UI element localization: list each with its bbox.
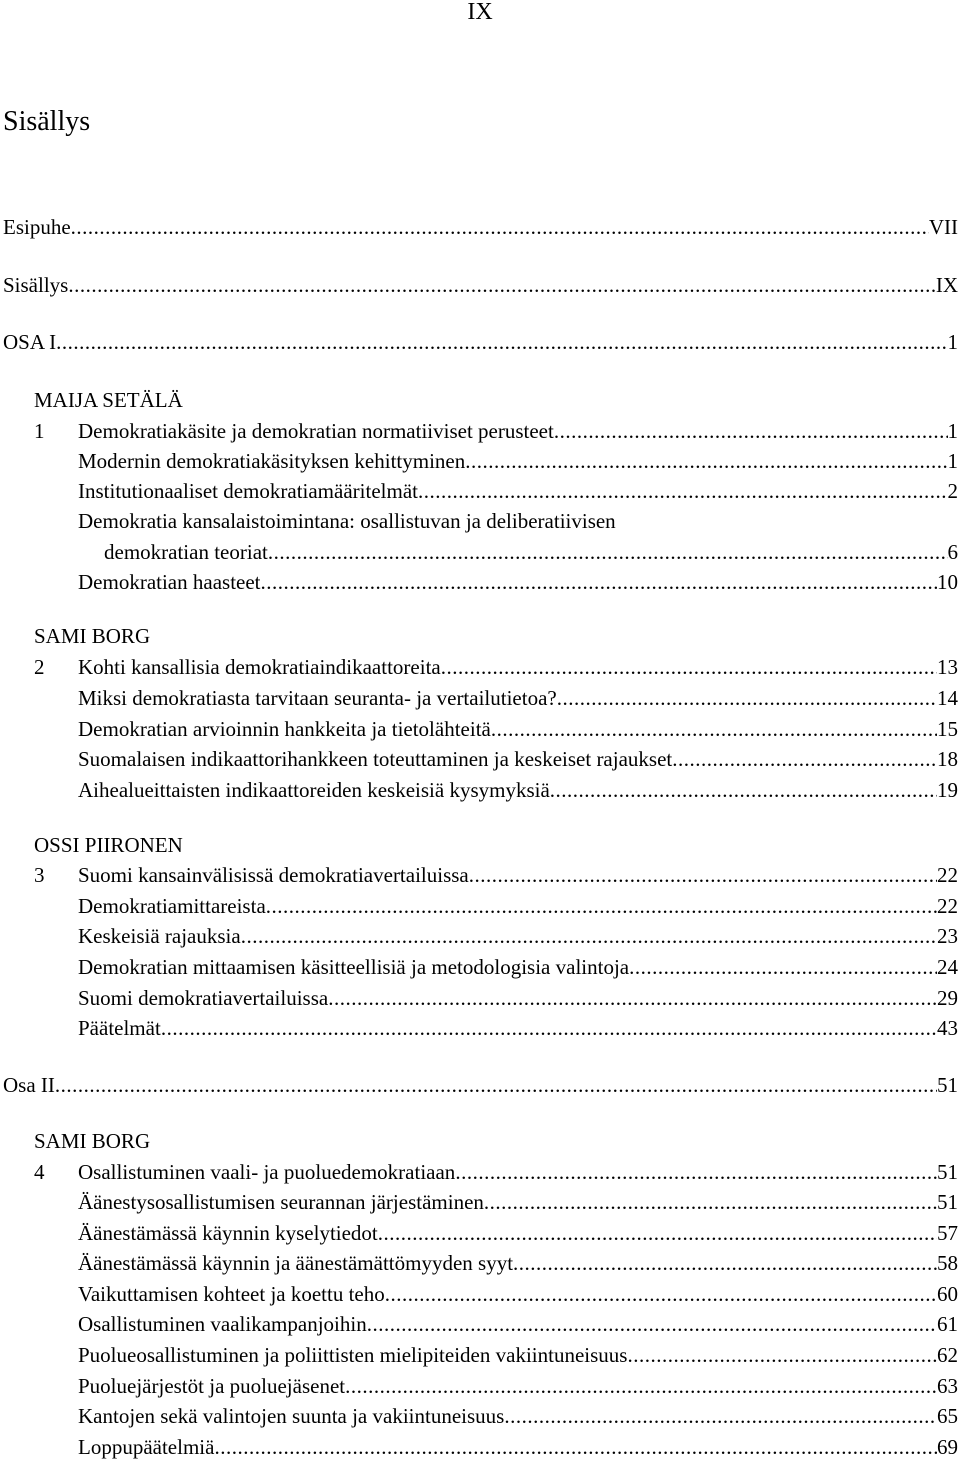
toc-entry-title: Demokratiamittareista [78, 894, 266, 918]
toc-entry-chapter-1[interactable] [78, 418, 958, 444]
toc-entry-wrapped-title: Demokratia kansalaistoimintana: osallistuvan ja deliberatiivisen [78, 509, 616, 533]
toc-entry-section[interactable] [78, 893, 958, 919]
leader-dots [672, 746, 937, 772]
toc-entry-section[interactable] [78, 1403, 958, 1429]
toc-entry-title: Puolueosallistuminen ja poliittisten mielipiteiden vakiintuneisuus [78, 1343, 628, 1367]
toc-entry-section[interactable] [78, 1342, 958, 1368]
leader-dots [513, 1250, 937, 1276]
toc-entry-page: 15 [937, 717, 958, 741]
toc-entry-section[interactable] [78, 954, 958, 980]
toc-entry-title: Osa II [3, 1073, 55, 1097]
toc-entry-sisallys[interactable] [3, 272, 958, 298]
leader-dots [554, 418, 948, 444]
toc-entry-page: 51 [937, 1190, 958, 1214]
toc-entry-title: Suomi demokratiavertailuissa [78, 986, 329, 1010]
toc-entry-section[interactable] [78, 716, 958, 742]
toc-entry-page: 24 [937, 955, 958, 979]
toc-entry-title: Osallistuminen vaali- ja puoluedemokratiaan [78, 1160, 456, 1184]
toc-entry-chapter-3[interactable] [78, 862, 958, 888]
toc-entry-title: Kohti kansallisia demokratiaindikaattoreita [78, 655, 441, 679]
leader-dots [441, 654, 937, 680]
toc-entry-osa-i[interactable] [3, 329, 958, 355]
leader-dots [71, 214, 929, 240]
chapter-author: SAMI BORG [34, 624, 151, 648]
leader-dots [469, 862, 937, 888]
toc-entry-title: Suomalaisen indikaattorihankkeen toteuttaminen ja keskeiset rajaukset [78, 747, 673, 771]
toc-entry-page: 10 [937, 570, 958, 594]
toc-entry-section[interactable] [78, 777, 958, 803]
leader-dots [161, 1015, 937, 1041]
toc-entry-section[interactable] [78, 1373, 958, 1399]
toc-entry-title: Aihealueittaisten indikaattoreiden keskeisiä kysymyksiä [78, 778, 550, 802]
leader-dots [241, 923, 937, 949]
toc-entry-page: 1 [947, 449, 958, 473]
toc-entry-section[interactable] [78, 448, 958, 474]
toc-entry-section[interactable] [78, 985, 958, 1011]
toc-entry-chapter-4[interactable] [78, 1159, 958, 1185]
leader-dots [214, 1434, 937, 1460]
chapter-author: SAMI BORG [34, 1129, 151, 1153]
leader-dots [504, 1403, 937, 1429]
toc-entry-page: 61 [937, 1312, 958, 1336]
toc-entry-page: 58 [937, 1251, 958, 1275]
toc-entry-section[interactable] [78, 685, 958, 711]
toc-entry-page: 51 [937, 1160, 958, 1184]
leader-dots [261, 569, 938, 595]
toc-entry-title: Demokratian arvioinnin hankkeita ja tietolähteitä [78, 717, 491, 741]
toc-entry-esipuhe[interactable] [3, 214, 958, 240]
toc-entry-page: 51 [937, 1073, 958, 1097]
toc-entry-osa-ii[interactable] [3, 1072, 958, 1098]
leader-dots [328, 985, 937, 1011]
toc-entry-section[interactable] [78, 1281, 958, 1307]
toc-entry-chapter-2[interactable] [78, 654, 958, 680]
toc-entry-title: Loppupäätelmiä [78, 1435, 215, 1459]
chapter-author: OSSI PIIRONEN [34, 833, 183, 857]
toc-entry-title: Demokratian haasteet [78, 570, 261, 594]
toc-entry-section[interactable] [78, 1434, 958, 1460]
toc-entry-page: 43 [937, 1016, 958, 1040]
toc-entry-section[interactable] [78, 1311, 958, 1337]
toc-entry-title: Demokratiakäsite ja demokratian normatiiviset perusteet [78, 419, 554, 443]
toc-entry-page: 22 [937, 894, 958, 918]
toc-entry-section[interactable] [78, 1189, 958, 1215]
toc-entry-title: Vaikuttamisen kohteet ja koettu teho [78, 1282, 385, 1306]
toc-entry-section[interactable] [78, 746, 958, 772]
toc-entry-title: Demokratian mittaamisen käsitteellisiä ja metodologisia valintoja [78, 955, 630, 979]
toc-entry-page: 65 [937, 1404, 958, 1428]
chapter-number: 2 [34, 655, 45, 679]
toc-entry-page: 13 [937, 655, 958, 679]
toc-entry-page: IX [935, 273, 958, 297]
page-number: IX [467, 0, 493, 25]
toc-entry-title: Institutionaaliset demokratiamääritelmät [78, 479, 418, 503]
toc-entry-page: 2 [947, 479, 958, 503]
toc-entry-title: Modernin demokratiakäsityksen kehittyminen [78, 449, 466, 473]
toc-entry-title: Miksi demokratiasta tarvitaan seuranta- ja vertailutietoa? [78, 686, 557, 710]
toc-entry-page: 6 [947, 540, 958, 564]
toc-entry-page: 57 [937, 1221, 958, 1245]
leader-dots [266, 893, 937, 919]
leader-dots [629, 954, 937, 980]
toc-entry-section[interactable] [78, 1250, 958, 1276]
chapter-number: 3 [34, 863, 45, 887]
toc-entry-section[interactable] [104, 539, 958, 565]
toc-entry-title: Äänestysosallistumisen seurannan järjestäminen [78, 1190, 484, 1214]
toc-entry-title: Puoluejärjestöt ja puoluejäsenet [78, 1374, 346, 1398]
toc-entry-title: Sisällys [3, 273, 69, 297]
chapter-number: 1 [34, 419, 45, 443]
toc-entry-page: 1 [947, 419, 958, 443]
toc-entry-page: 63 [937, 1374, 958, 1398]
chapter-author: MAIJA SETÄLÄ [34, 388, 183, 412]
toc-entry-title: Äänestämässä käynnin kyselytiedot [78, 1221, 378, 1245]
toc-entry-title: Päätelmät [78, 1016, 161, 1040]
leader-dots [491, 716, 937, 742]
toc-entry-title: demokratian teoriat [104, 540, 268, 564]
toc-entry-title: Suomi kansainvälisissä demokratiavertailuissa [78, 863, 469, 887]
toc-entry-title: OSA I [3, 330, 57, 354]
toc-entry-title: Kantojen sekä valintojen suunta ja vakiintuneisuus [78, 1404, 505, 1428]
toc-entry-title: Keskeisiä rajauksia [78, 924, 241, 948]
toc-entry-section[interactable] [78, 478, 958, 504]
toc-entry-section[interactable] [78, 569, 958, 595]
leader-dots [367, 1311, 937, 1337]
toc-entry-page: 62 [937, 1343, 958, 1367]
chapter-number: 4 [34, 1160, 45, 1184]
leader-dots [550, 777, 937, 803]
toc-entry-page: 60 [937, 1282, 958, 1306]
leader-dots [465, 448, 947, 474]
toc-entry-title: Osallistuminen vaalikampanjoihin [78, 1312, 367, 1336]
toc-entry-page: 19 [937, 778, 958, 802]
toc-entry-page: 18 [937, 747, 958, 771]
toc-entry-page: 29 [937, 986, 958, 1010]
leader-dots [378, 1220, 937, 1246]
leader-dots [68, 272, 935, 298]
toc-entry-section[interactable] [78, 1015, 958, 1041]
leader-dots [345, 1373, 937, 1399]
toc-entry-page: VII [928, 215, 958, 239]
leader-dots [484, 1189, 937, 1215]
page-title: Sisällys [3, 106, 91, 137]
leader-dots [56, 329, 947, 355]
toc-entry-page: 69 [937, 1435, 958, 1459]
toc-entry-section[interactable] [78, 923, 958, 949]
leader-dots [627, 1342, 937, 1368]
leader-dots [557, 685, 937, 711]
leader-dots [55, 1072, 937, 1098]
leader-dots [418, 478, 948, 504]
toc-entry-section[interactable] [78, 1220, 958, 1246]
toc-entry-page: 14 [937, 686, 958, 710]
leader-dots [455, 1159, 937, 1185]
toc-entry-page: 23 [937, 924, 958, 948]
leader-dots [268, 539, 948, 565]
toc-entry-title: Esipuhe [3, 215, 71, 239]
toc-entry-page: 1 [947, 330, 958, 354]
toc-entry-title: Äänestämässä käynnin ja äänestämättömyyden syyt [78, 1251, 514, 1275]
toc-entry-page: 22 [937, 863, 958, 887]
leader-dots [385, 1281, 937, 1307]
